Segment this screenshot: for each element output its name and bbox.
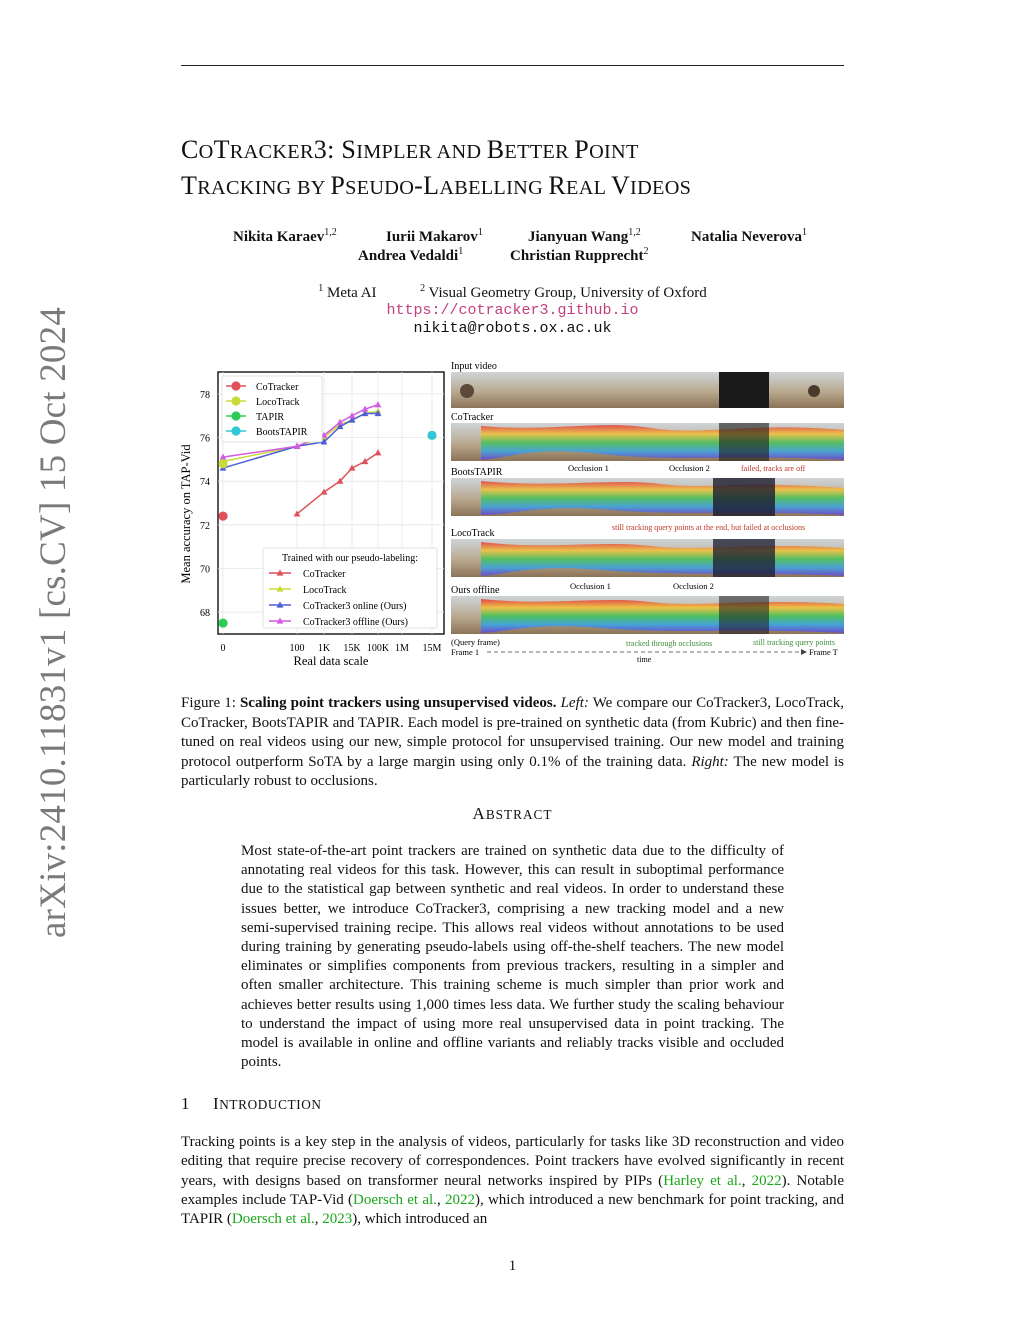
title-glyph: OINT <box>589 141 639 163</box>
author: Jianyuan Wang$^{1,2}$ <box>528 227 641 245</box>
title-glyph: T <box>181 171 198 200</box>
y-tick-label: 68 <box>200 608 210 620</box>
author-email: nikita@robots.ox.ac.uk <box>413 320 612 337</box>
legend-label: CoTracker3 online (Ours) <box>303 601 407 612</box>
row-label-ours-offline: Ours offline <box>451 585 500 596</box>
y-axis-label: Mean accuracy on TAP-Vid <box>179 444 193 584</box>
author: Christian Rupprecht$^2$ <box>510 246 649 264</box>
baseline-point <box>218 512 227 521</box>
row-label-cotracker: CoTracker <box>451 412 494 423</box>
x-tick-label: 0 <box>220 643 226 654</box>
paper-title <box>181 133 861 205</box>
page-number: 1 <box>508 1258 517 1274</box>
locotrack-strip <box>451 539 844 577</box>
row-label-input: Input video <box>451 361 497 372</box>
annotation-still-tracking-failed: still tracking query points at the end, but failed at occlusions <box>612 523 806 532</box>
x-tick-label: 100K <box>366 643 390 654</box>
legend-label: CoTracker <box>303 569 346 580</box>
legend-label: LocoTrack <box>303 585 347 596</box>
title-glyph: 3: S <box>313 135 357 164</box>
y-tick-label: 76 <box>200 433 210 445</box>
title-glyph: T <box>213 135 230 164</box>
citation-link[interactable]: 2022 <box>444 1191 475 1208</box>
legend-marker <box>231 426 240 435</box>
baseline-point <box>218 618 227 627</box>
x-tick-label: 1M <box>395 643 409 654</box>
citation-link[interactable]: Harley et al. <box>663 1172 742 1189</box>
figure-caption: Figure 1: Scaling point trackers using unsupervised videos. Left: We compare our CoTracker3, LocoTrack, CoTracker, BootsTAPIR and TAPIR. Each model is pre-trained on synthetic data (from Kubric) and then fine-tuned on real videos using our new, simple protocol for unsupervised training. Our new model and training protocol outperform SoTA by a large margin using only 0.1% of the training data. Right: The new model is particularly robust to occlusions. <box>181 695 845 790</box>
annotation-tracked-through: tracked through occlusions <box>626 639 713 648</box>
introduction-heading: 1 INTRODUCTION <box>181 1094 322 1113</box>
title-glyph: EAL <box>566 177 611 199</box>
x-tick-label: 100 <box>289 643 305 654</box>
legend-bottom-title: Trained with our pseudo-labeling: <box>281 553 419 564</box>
arxiv-identifier: arXiv:2410.11831v1 [cs.CV] 15 Oct 2024 <box>33 306 74 938</box>
annotation-frame-1: Frame 1 <box>451 647 480 657</box>
annotation-still-tracking: still tracking query points <box>753 638 835 647</box>
title-line-2 <box>181 169 861 205</box>
author: Nikita Karaev$^{1,2}$ <box>233 227 337 245</box>
annotation-occlusion-2: Occlusion 2 <box>669 463 710 473</box>
y-tick-label: 70 <box>200 564 210 576</box>
title-glyph: IMPLER AND <box>356 141 487 163</box>
baseline-point <box>427 431 436 440</box>
y-tick-label: 74 <box>200 477 210 489</box>
data-point <box>362 458 369 464</box>
title-glyph: C <box>181 135 199 164</box>
legend-label: TAPIR <box>256 412 285 423</box>
annotation-occlusion-2-ours: Occlusion 2 <box>673 581 714 591</box>
citation-link[interactable]: Doersch et al. <box>353 1191 437 1208</box>
title-glyph: IDEOS <box>630 177 692 199</box>
title-glyph: P <box>330 171 346 200</box>
citation-link[interactable]: 2022 <box>751 1172 782 1189</box>
title-glyph: O <box>198 141 214 163</box>
cotracker-strip <box>451 423 844 461</box>
annotation-query-frame: (Query frame) <box>451 637 500 647</box>
row-label-locotrack: LocoTrack <box>451 528 495 539</box>
abstract-heading: ABSTRACT <box>472 804 553 823</box>
title-glyph: B <box>486 135 505 164</box>
legend-marker <box>231 381 240 390</box>
x-tick-label: 15K <box>343 643 361 654</box>
legend-marker <box>231 411 240 420</box>
baseline-point <box>218 459 227 468</box>
bootstapir-strip <box>451 478 844 516</box>
annotation-frame-T: Frame T <box>809 647 838 657</box>
title-glyph: P <box>574 135 590 164</box>
ours-offline-strip <box>451 596 844 634</box>
author: Andrea Vedaldi$^1$ <box>358 246 464 264</box>
citation-link[interactable]: Doersch et al. <box>231 1211 315 1228</box>
scaling-chart <box>176 362 452 672</box>
legend-label: LocoTrack <box>256 397 300 408</box>
y-tick-label: 78 <box>200 389 210 401</box>
legend-label: BootsTAPIR <box>256 427 308 438</box>
legend-label: CoTracker3 offline (Ours) <box>303 617 408 628</box>
annotation-time: time <box>637 655 652 664</box>
top-rule <box>181 65 844 66</box>
annotation-occlusion-1: Occlusion 1 <box>568 463 609 473</box>
row-label-bootstapir: BootsTAPIR <box>451 467 503 478</box>
title-glyph: -L <box>414 171 440 200</box>
introduction-body: Tracking points is a key step in the analysis of videos, particularly for tasks like 3D reconstruction and video editing that require precise recovery of correspondences. Point trackers have evolved significantly in recent years, with designs based on transformer neural networks inspired by PIPs (Harley et al., 2022). Notable examples include TAP-Vid (Doersch et al., 2022), which introduced a new benchmark for point tracking, and TAPIR (Doersch et al., 2023), which introduced an <box>181 1134 845 1228</box>
affiliations: $^1$ Meta AI $^2$ Visual Geometry Group, University of Oxford <box>318 283 707 301</box>
author: Iurii Makarov$^1$ <box>386 227 483 245</box>
y-tick-label: 72 <box>200 520 210 532</box>
legend-label: CoTracker <box>256 382 299 393</box>
input-video-strip <box>451 372 844 408</box>
x-tick-label: 15M <box>422 643 442 654</box>
x-tick-label: 1K <box>317 643 331 654</box>
title-line-1 <box>181 133 861 169</box>
title-glyph: ETTER <box>504 141 575 163</box>
project-url-link[interactable]: https://cotracker3.github.io <box>386 302 639 319</box>
author: Natalia Neverova$^1$ <box>691 227 807 245</box>
title-glyph: V <box>610 171 631 200</box>
annotation-failed: failed, tracks are off <box>741 464 806 473</box>
legend-marker <box>231 396 240 405</box>
title-glyph: ABELLING <box>439 177 549 199</box>
annotation-occlusion-1-ours: Occlusion 1 <box>570 581 611 591</box>
x-axis-ticks <box>221 643 442 654</box>
title-glyph: SEUDO <box>345 177 415 199</box>
title-glyph: RACKING BY <box>197 177 331 199</box>
video-tracking-figure <box>451 360 844 666</box>
y-axis-ticks <box>200 390 210 619</box>
citation-link[interactable]: 2023 <box>322 1211 353 1228</box>
title-glyph: R <box>548 171 567 200</box>
abstract-body: Most state-of-the-art point trackers are trained on synthetic data due to the difficulty of annotating real videos for this task. However, this can result in suboptimal performance due to the statistical gap between synthetic and real videos. In order to understand these issues better, we introduce CoTracker3, comprising a new tracking model and a new semi-supervised training recipe. This allows real videos without annotations to be used during training by generating pseudo-labels using off-the-shelf teachers. The new model eliminates or simplifies components from previous trackers, resulting in a simpler and often smaller architecture. This training scheme is much simpler than prior work and achieves better results using 1,000 times less data. We further study the scaling behaviour to understand the impact of using more real unsupervised data in point tracking. The model is available in online and offline variants and reliably tracks visible and occluded points. <box>241 843 784 1071</box>
data-point <box>375 401 382 407</box>
x-axis-label: Real data scale <box>293 654 369 668</box>
data-point <box>375 449 382 455</box>
data-point <box>321 488 328 494</box>
title-glyph: RACKER <box>229 141 314 163</box>
